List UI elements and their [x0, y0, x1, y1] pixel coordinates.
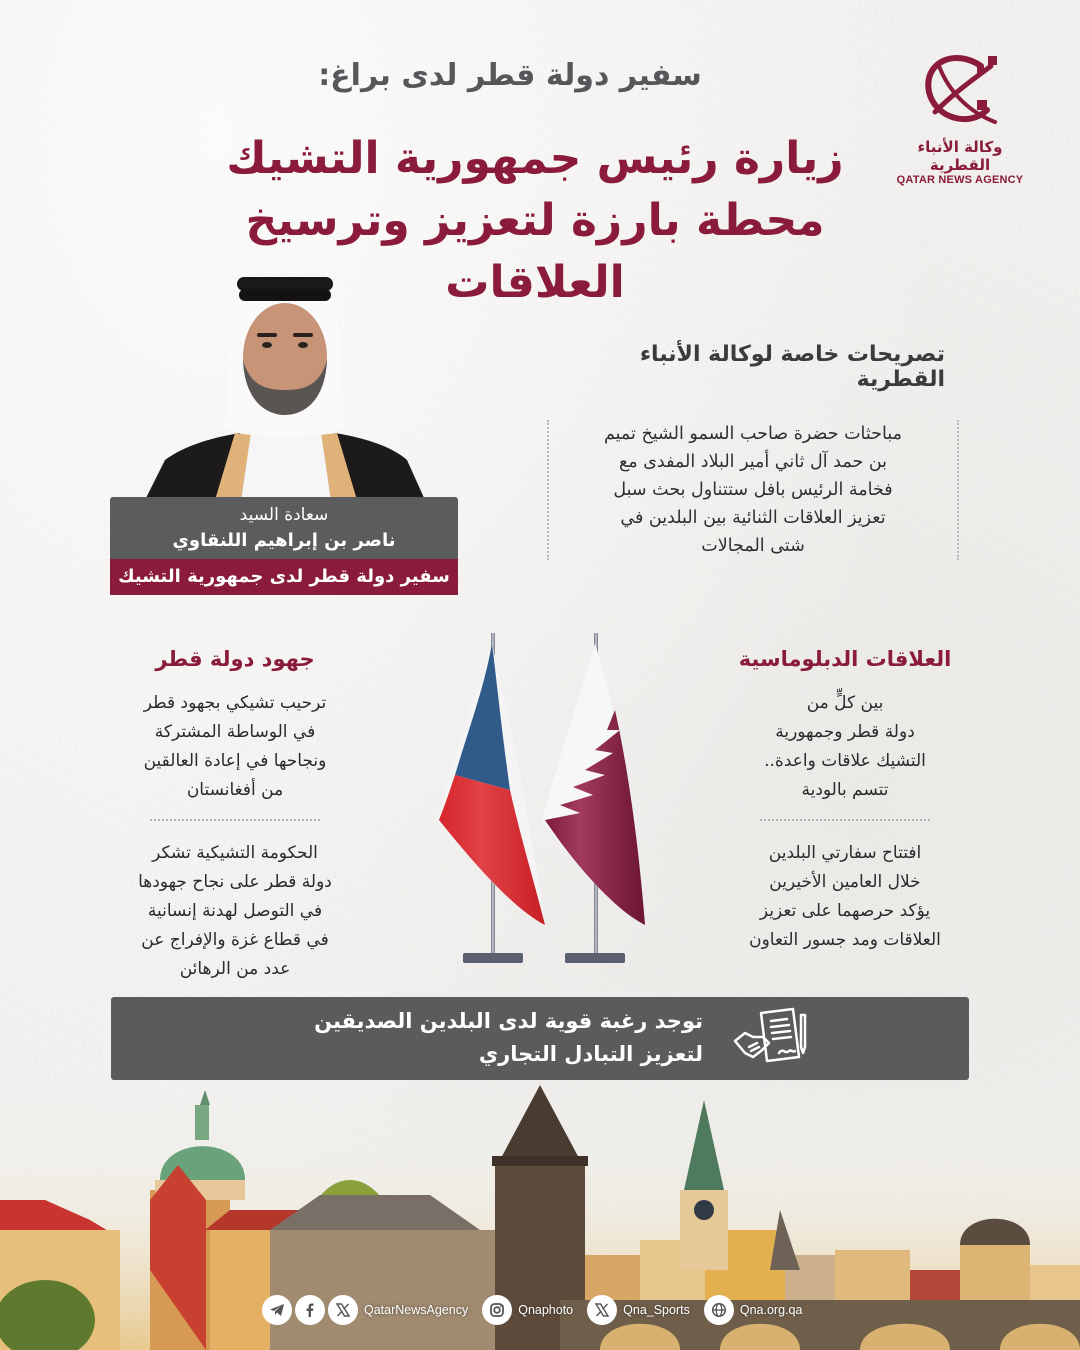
text-line: عدد من الرهائن: [179, 959, 291, 979]
facebook-icon[interactable]: [295, 1295, 325, 1325]
text-line: الحكومة التشيكية تشكر: [152, 843, 318, 863]
headline-line-2: محطة بارزة لتعزيز وترسيخ العلاقات: [245, 195, 825, 308]
portrait-illustration: [145, 265, 425, 500]
statement-line: شتى المجالات: [701, 536, 805, 556]
text-line: من أفغانستان: [186, 780, 284, 800]
ambassador-name-card: [110, 497, 458, 595]
diplomatic-relations-heading: العلاقات الدبلوماسية: [738, 647, 952, 671]
headline-kicker: سفير دولة قطر لدى براغ:: [318, 58, 702, 93]
globe-icon[interactable]: [704, 1295, 734, 1325]
text-line: افتتاح سفارتي البلدين: [768, 843, 922, 863]
dotted-divider: [150, 819, 320, 821]
website-link[interactable]: Qna.org.qa: [739, 1303, 803, 1317]
text-line: التشيك علاقات واعدة..: [764, 751, 926, 771]
qatar-efforts-column: [100, 643, 370, 984]
honorific: سعادة السيد: [239, 505, 329, 525]
statement-line: مباحثات حضرة صاحب السمو الشيخ تميم: [604, 424, 902, 444]
statements-heading: تصريحات خاصة لوكالة الأنباء القطرية: [639, 342, 945, 392]
diplomatic-block-1: [710, 689, 980, 805]
ambassador-portrait: [145, 265, 425, 500]
text-line: بين كلٍّ من: [806, 693, 884, 713]
name-card-top: [110, 497, 458, 559]
telegram-icon[interactable]: [262, 1295, 292, 1325]
x-icon[interactable]: [328, 1295, 358, 1325]
trade-line-2: لتعزيز التبادل التجاري: [478, 1042, 703, 1066]
qatar-efforts-block-1: [100, 689, 370, 805]
x-icon[interactable]: [587, 1295, 617, 1325]
text-line: خلال العامين الأخيرين: [769, 872, 921, 892]
text-line: في التوصل لهدنة إنسانية: [147, 901, 323, 921]
flags-illustration: [425, 625, 655, 970]
social-handle-qna-sports[interactable]: Qna_Sports: [623, 1303, 690, 1317]
qatar-flag-icon: [542, 633, 645, 963]
text-line: دولة قطر على نجاح جهودها: [138, 872, 332, 892]
diplomatic-relations-column: [710, 643, 980, 955]
text-line: تتسم بالودية: [801, 780, 889, 800]
dotted-divider: [760, 819, 930, 821]
diplomatic-block-2: [710, 839, 980, 955]
text-line: في الوساطة المشتركة: [154, 722, 316, 742]
text-line: في قطاع غزة والإفراج عن: [141, 930, 329, 950]
instagram-icon[interactable]: [482, 1295, 512, 1325]
czech-flag-icon: [437, 633, 545, 963]
logo-english-name: QATAR NEWS AGENCY: [896, 174, 1024, 186]
logo-arabic-name: وكالة الأنباء القطرية: [917, 138, 1003, 174]
trade-banner: [111, 997, 969, 1080]
ambassador-name: ناصر بن إبراهيم اللنقاوي: [172, 530, 396, 551]
social-handle-qatarnewsagency[interactable]: QatarNewsAgency: [364, 1303, 469, 1317]
text-line: ترحيب تشيكي بجهود قطر: [143, 693, 327, 713]
text-line: دولة قطر وجمهورية: [775, 722, 915, 742]
social-links-footer: [262, 1293, 816, 1327]
qna-logo-icon: [915, 52, 1005, 134]
trade-banner-text: [314, 1005, 703, 1071]
trade-line-1: توجد رغبة قوية لدى البلدين الصديقين: [314, 1009, 703, 1033]
text-line: ونجاحها في إعادة العالقين: [143, 751, 327, 771]
statement-line: فخامة الرئيس بافل ستتناول بحث سبل: [613, 480, 893, 500]
statement-line: تعزيز العلاقات الثنائية بين البلدين في: [620, 508, 886, 528]
handshake-contract-icon: [731, 1007, 811, 1069]
qatar-efforts-heading: جهود دولة قطر: [155, 647, 315, 671]
statements-quote: [547, 420, 959, 560]
social-handle-qnaphoto[interactable]: Qnaphoto: [518, 1303, 574, 1317]
headline-line-1: زيارة رئيس جمهورية التشيك: [226, 133, 844, 184]
text-line: يؤكد حرصهما على تعزيز: [759, 901, 931, 921]
qatar-efforts-block-2: [100, 839, 370, 984]
statement-line: بن حمد آل ثاني أمير البلاد المفدى مع: [618, 452, 888, 472]
ambassador-role: سفير دولة قطر لدى جمهورية التشيك: [110, 559, 458, 595]
text-line: العلاقات ومد جسور التعاون: [749, 930, 941, 950]
